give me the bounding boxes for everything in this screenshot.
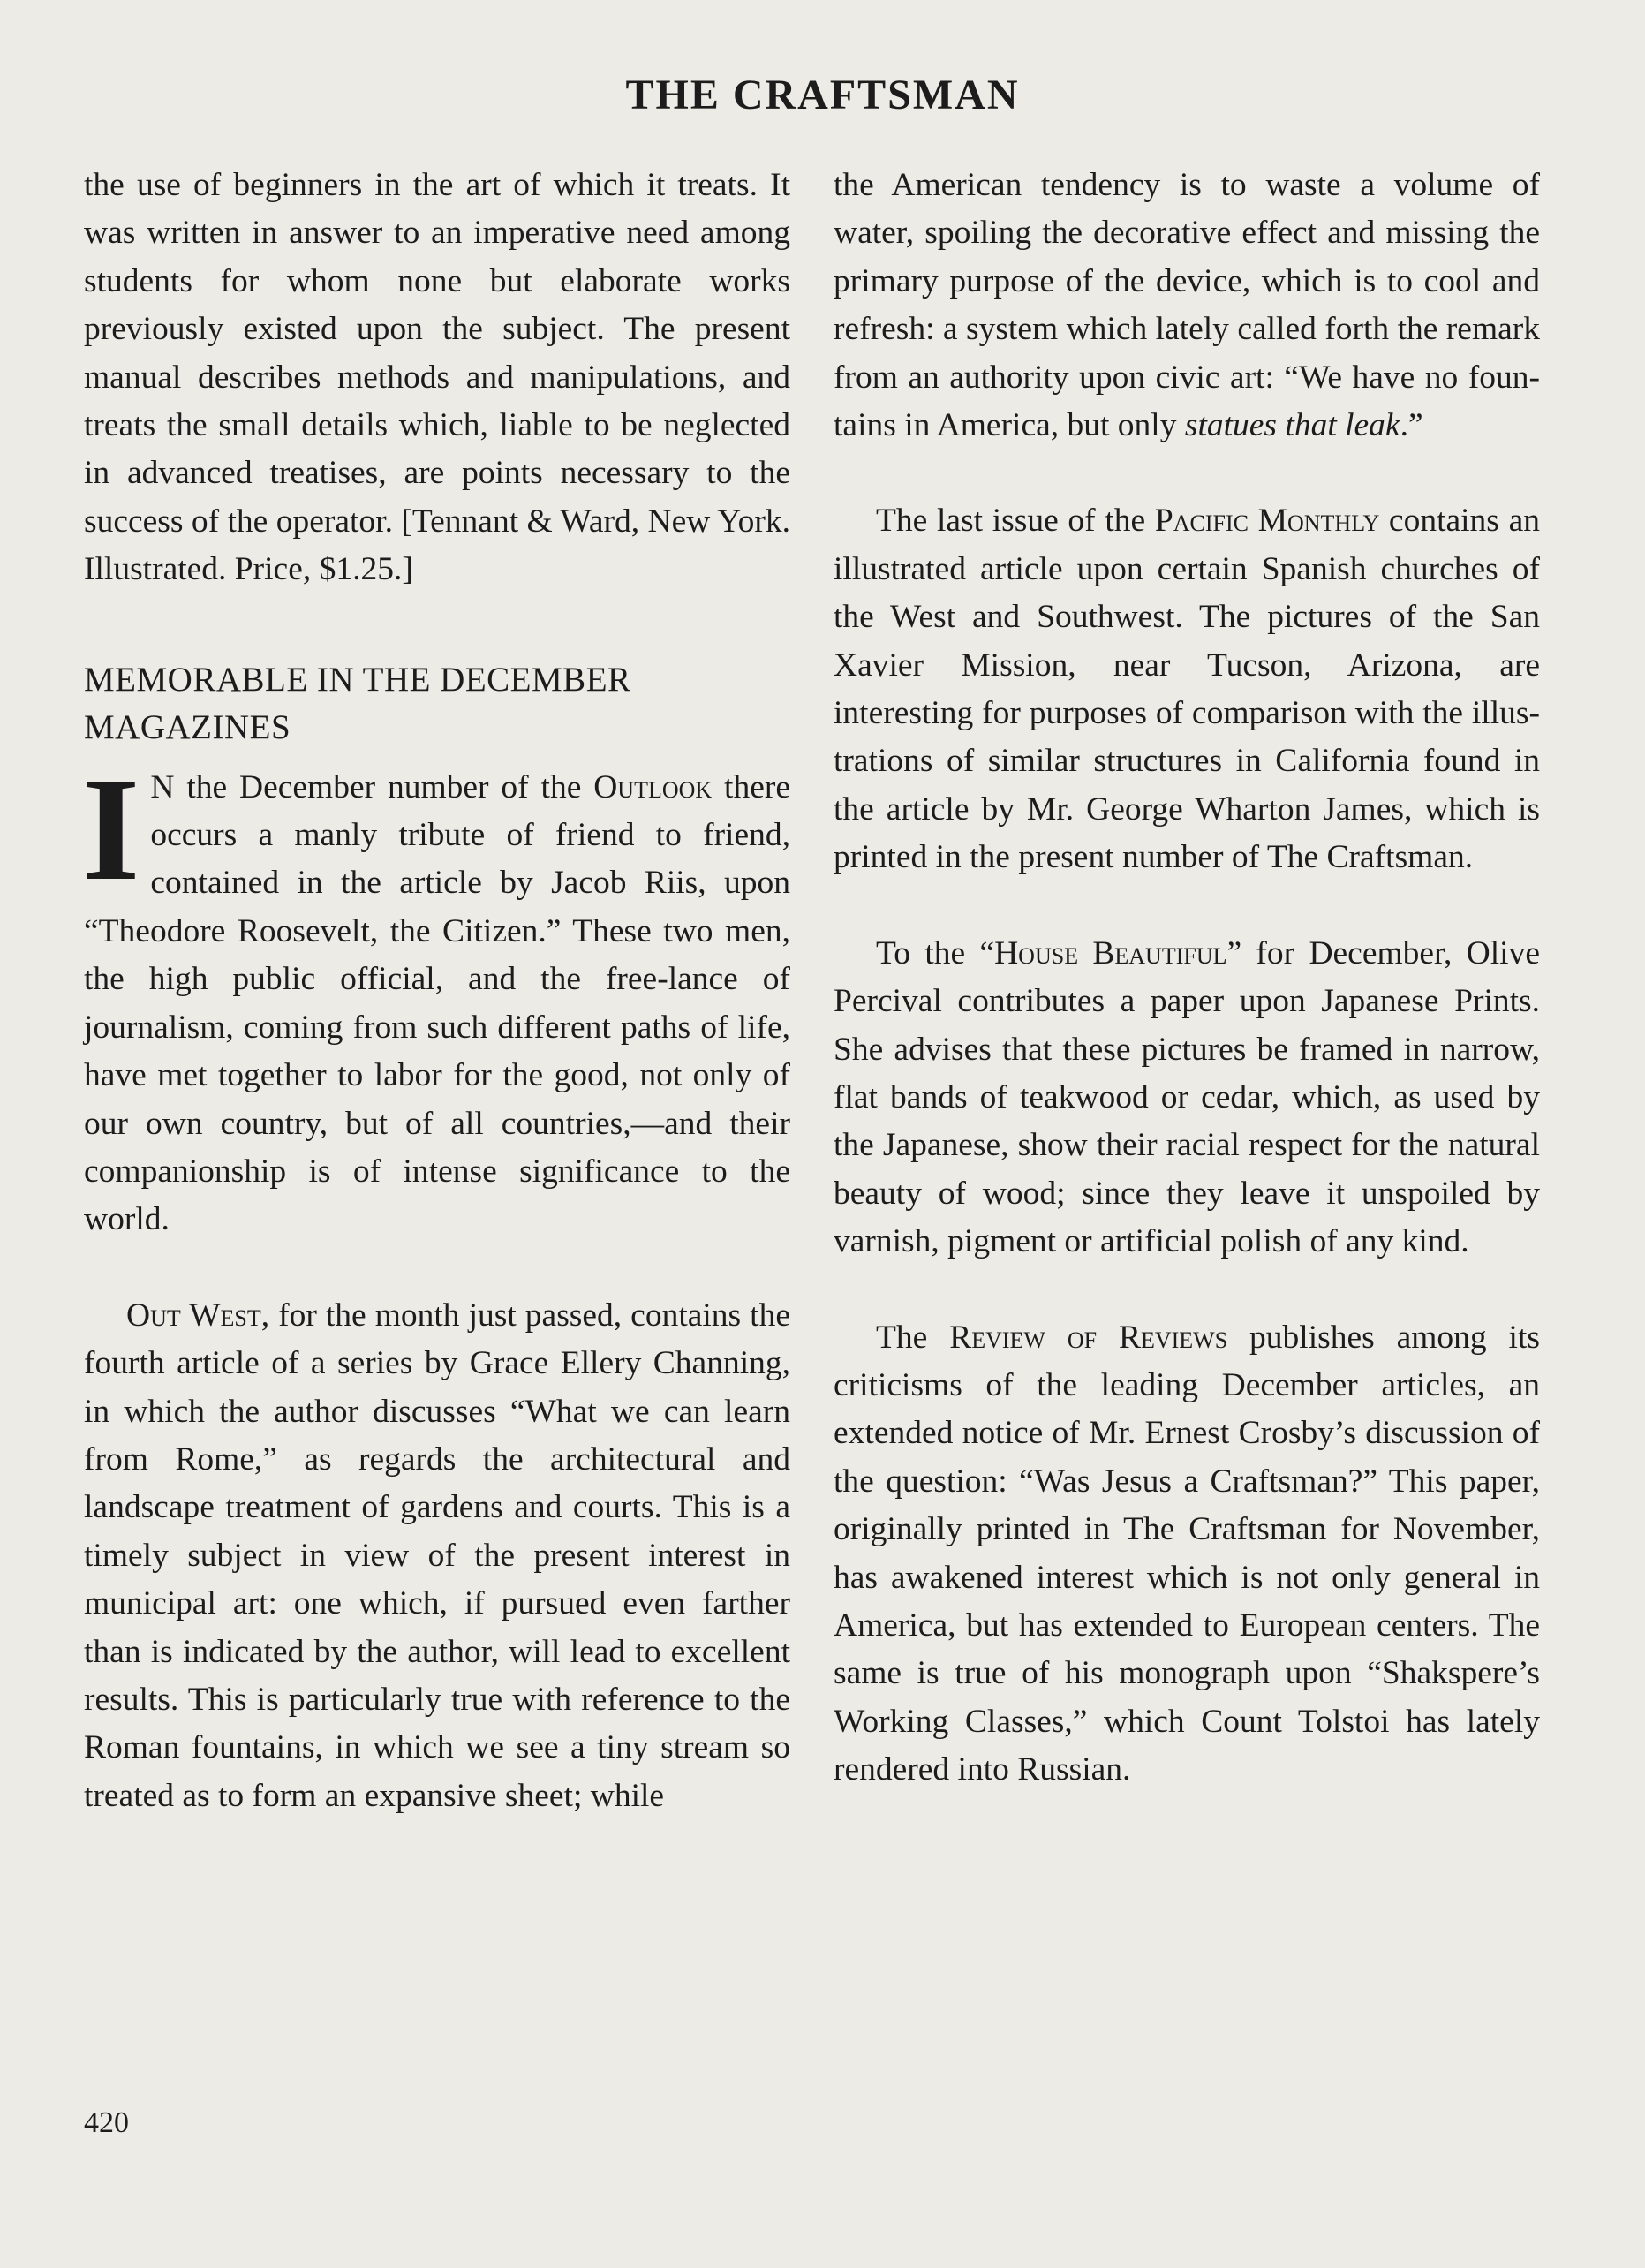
review-text-b: publishes among its criticisms of the leading December articles, an extended notice of Mr. Ernest Crosby’s discussion of the question: “Was Jesus a Craftsman?” This paper, originally printed in The Craftsman for November, has awakened interest which is not only general in America, but has extended to European centers. The same is true of his monograph upon “Shakspere’s Working Classes,” which Count Tolstoi has lately rendered into Russian. [834, 1319, 1540, 1788]
paragraph-out-west [84, 1292, 790, 1820]
section-heading: MEMORABLE IN THE DECEMBER MAGAZINES [84, 660, 631, 746]
out-west-text: , for the month just passed, contains the fourth article of a series by Grace Ellery Channing, in which the author discusses “What we can learn from Rome,” as regards the architectural and landscape treatment of gardens and courts. This is a timely subject in view of the present interest in municipal art: one which, if pursued even farther than is indicated by the author, will lead to excellent results. This is particularly true with reference to the Roman fountains, in which we see a tiny stream so treated as to form an expansive sheet; while [84, 1297, 790, 1814]
fountains-italic: statues that leak [1184, 407, 1400, 444]
outlook-text-a: N the December number of the [150, 768, 594, 805]
paragraph-house-beautiful [834, 930, 1540, 1266]
right-column [834, 162, 1540, 1795]
outlook-text-b: there occurs a manly tribute of friend to friend, contained in the article by Jacob Riis, upon “Theodore Roosevelt, the Citizen.” These two men, the high public official, and the free-lance of journalism, coming from such different paths of life, have met together to labor for the good, not only of our own country, but of all countries,—and their companionship is of intense significance to the world. [84, 768, 790, 1238]
outlook-title: Outlook [593, 768, 713, 805]
pacific-text-b: contains an illustrated article upon certain Spanish churches of the West and Southwest. The pictures of the San Xavier Mission, near Tucson, Arizona, are interesting for purposes of comparison with the illustrations of similar structures in California found in the article by Mr. George Wharton James, which is printed in the present number of The Craftsman. [834, 503, 1540, 876]
out-west-title: Out West [126, 1297, 261, 1334]
paragraph-fountains [834, 162, 1540, 450]
paragraph-review-of-reviews [834, 1314, 1540, 1795]
page-number: 420 [84, 2106, 129, 2139]
fountains-text-b: .” [1400, 407, 1423, 444]
house-title: House Beautiful [994, 934, 1227, 971]
fountains-text-a: the American tendency is to waste a volume of water, spoiling the decorative effect and missing the primary purpose of the device, which is to cool and refresh: a system which lately called forth the remark from an authority upon civic art: “We have no fountains in America, but only [834, 167, 1540, 444]
pacific-text-a: The last issue of the [876, 503, 1155, 540]
running-head: THE CRAFTSMAN [625, 72, 1020, 118]
paragraph-pacific-monthly [834, 497, 1540, 881]
house-text-a: To the “ [876, 934, 995, 971]
paragraph-continued: the use of beginners in the art of which it treats. It was written in answer to an imperative need among students for whom none but elaborate works previously existed upon the subject. The present manual describes methods and manipulations, and treats the small details which, liable to be neglected in advanced treatises, are points necessary to the success of the operator. [Tennant & Ward, New York. Illustrated. Price, $1.25.] [84, 167, 790, 588]
review-title: Review of Reviews [949, 1319, 1228, 1356]
left-column [84, 162, 790, 1820]
paragraph-outlook [82, 746, 790, 1244]
house-text-b: ” for December, Olive Percival contributes a paper upon Japanese Prints. She advises that these pictures be framed in narrow, flat bands of teakwood or cedar, which, as used by the Japanese, show their racial respect for the natural beauty of wood; since they leave it unspoiled by varnish, pigment or artificial polish of any kind. [834, 934, 1540, 1260]
pacific-title: Pacific Monthly [1154, 503, 1380, 540]
review-text-a: The [876, 1319, 950, 1356]
drop-cap: I [82, 746, 140, 911]
